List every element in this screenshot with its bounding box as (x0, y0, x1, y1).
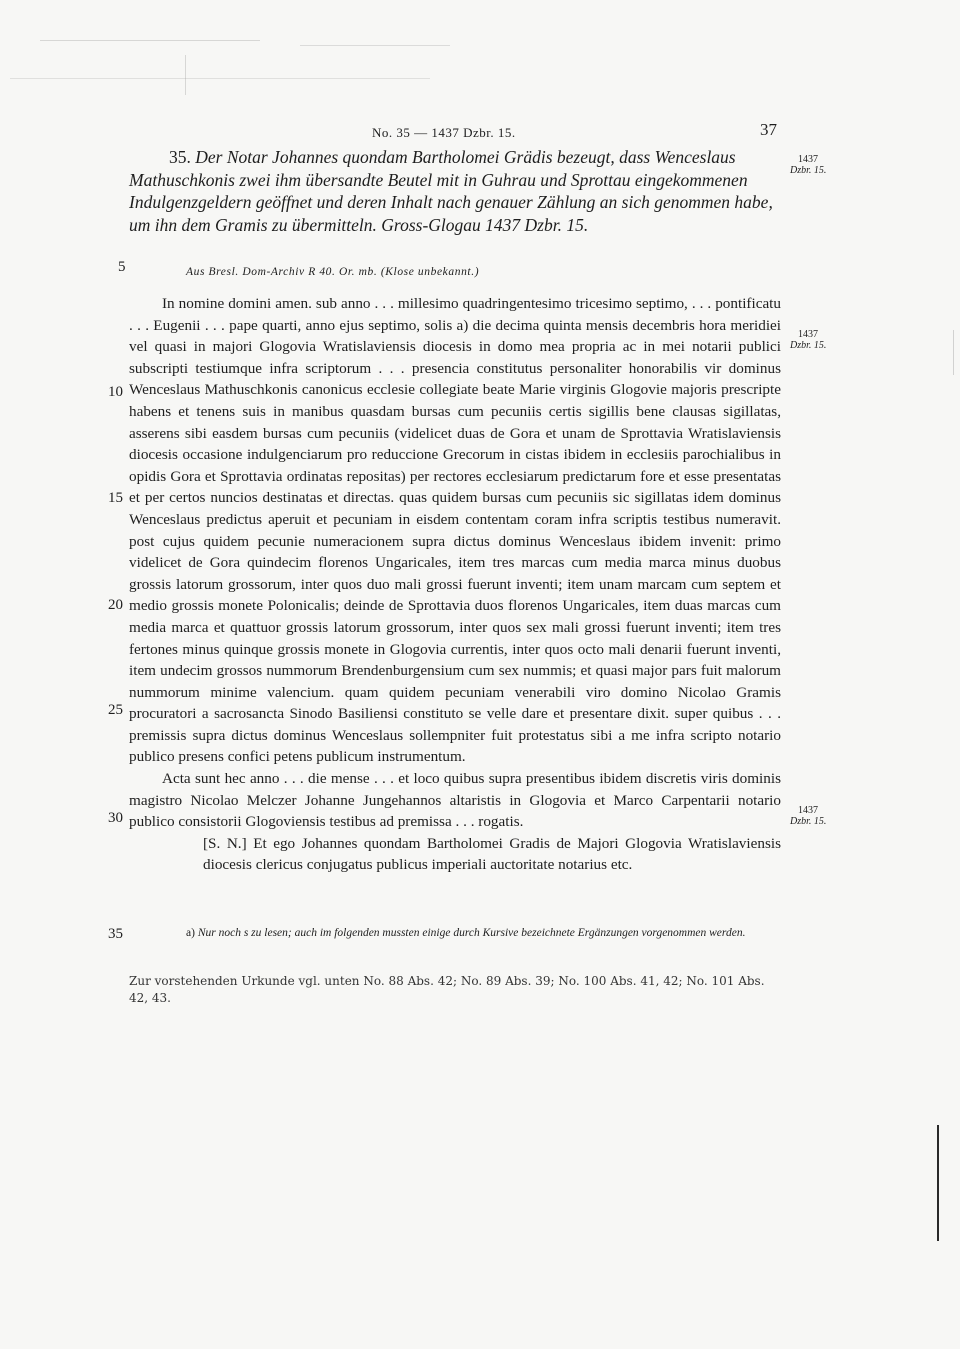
running-title: No. 35 — 1437 Dzbr. 15. (372, 125, 516, 140)
line-number: 10 (108, 384, 123, 400)
margin-date-note (790, 329, 826, 351)
charter-text (129, 293, 781, 876)
footnote-text: Nur noch s zu lesen; auch im folgenden mussten einige durch Kursive bezeichnete Ergänzungen vorgenommen werden. (197, 927, 746, 939)
line-number: 35 (108, 926, 123, 942)
margin-date-note (790, 154, 826, 176)
scan-speck (953, 330, 954, 375)
footnote-mark: a) (186, 927, 195, 939)
document-number: 35. (169, 147, 191, 167)
footnote (186, 925, 782, 942)
notary-subscription: [S. N.] Et ego Johannes quondam Bartholomei Gradis de Majori Glogovia Wratislaviensis diocesis clericus conjugatus publicus imperiali auctoritate notarius etc. (203, 834, 781, 874)
document-summary (129, 146, 781, 236)
scan-speck (10, 78, 430, 79)
line-number: 25 (108, 702, 123, 718)
margin-year: 1437 (798, 329, 818, 340)
source-citation: Aus Bresl. Dom-Archiv R 40. Or. mb. (Klose unbekannt.) (186, 266, 480, 278)
summary-line: Mathuschkonis zwei ihm übersandte Beutel mit in Guhrau und Sprottau eingekommenen (129, 169, 748, 190)
margin-year: 1437 (798, 805, 818, 816)
line-number: 5 (118, 259, 126, 275)
place-date: Gross-Glogau 1437 Dzbr. 15. (381, 214, 589, 235)
margin-date: Dzbr. 15. (790, 816, 827, 827)
scan-edge-mark (937, 1125, 939, 1241)
summary-line: Indulgenzgeldern geöffnet und deren Inhalt nach genauer Zählung an sich genommen habe, (129, 192, 773, 213)
cross-reference: Zur vorstehenden Urkunde vgl. unten No. 88 Abs. 42; No. 89 Abs. 39; No. 100 Abs. 41, 42; No. 101 Abs. 42, 43. (129, 974, 765, 1005)
line-number: 30 (108, 810, 123, 826)
charter-paragraph: In nomine domini amen. sub anno . . . millesimo quadringentesimo tricesimo septimo, . . . pontificatu . . . Eugenii . . . pape quarti, anno ejus septimo, solis a) die decima quinta mensis decembris hora meridiei vel quasi in majori Glogovia Wratislaviensis diocesis in domo mea propria ac in mei notarii publici subscripti testiumque infra scriptorum . . . presencia constitutus personaliter honorabilis vir dominus Wenceslaus Mathuschkonis canonicus ecclesie collegiate beate Marie virginis Glogovie majoris prescripte habens et tenens suis in manibus quasdam bursas cum pecuniis certis sigillis bene clausas sigillatas, asserens sibi easdem bursas cum pecuniis (videlicet duas de Gora et unam de Sprottavia Wratislaviensis diocesis occasione indulgenciarum pro reduccione Grecorum in cistas ibidem in ecclesiis parochialibus in opidis Gora et Sprottavia ordinatas repositas) per rectores ecclesiarum predictarum fore et esse presentatas et per certos nuncios destinatas et directas. quas quidem bursas cum pecuniis sic sigillatas idem dominus Wenceslaus predictus aperuit et pecuniam in eisdem contentam coram infra scriptis testibus numeravit. post cujus quidem pecunie numeracionem supra dictus dominus Wenceslaus ibidem invenit: primo videlicet de Gora quindecim florenos Ungaricales, item tres marcas cum media marca minus duobus grossis latorum grossorum, inter quos duo mali grossi fuerunt inventi; item unam marcam cum septem et medio grossis monete Polonicalis; deinde de Sprottavia duos florenos Ungaricales, item duas marcas cum media marca et quattuor grossis latorum grossorum, inter quos sex mali grossi fuerunt inventi; item tres fertones minus quinque grossis monete in Glogovia currentis, inter quos octo mali denarii fuerunt inventi, item undecim grossos nummorum Brendenburgensium cum sex nummis; et quasi major pars fuit malorum nummorum minime valencium. quam quidem pecuniam venerabili viro domino Nicolao Gramis procuratori a sacrosancta Sinodo Basiliensi constituto se velle dare et presentare dixit. super quibus . . . premissis supra dictus dominus Wenceslaus sollempniter fuit protestatus sibi a me infra scripto notario publico presens confici petens publicum instrumentum. (129, 295, 781, 766)
scan-speck (40, 40, 260, 41)
summary-line: Der Notar Johannes quondam Bartholomei Grädis bezeugt, dass Wenceslaus (195, 147, 736, 167)
scan-speck (300, 45, 450, 46)
charter-paragraph: Acta sunt hec anno . . . die mense . . . et loco quibus supra presentibus ibidem discretis viris dominis magistro Nicolao Melczer Johanne Jungehannos altaristis in Glogovia et Marco Carpentarii notario publico consistorii Glogoviensis testibus ad premissa . . . rogatis. (129, 770, 781, 831)
scan-speck (185, 55, 186, 95)
margin-year: 1437 (798, 154, 818, 165)
line-number: 15 (108, 490, 123, 506)
margin-date: Dzbr. 15. (790, 165, 827, 176)
margin-date-note (790, 805, 826, 827)
line-number: 20 (108, 597, 123, 613)
page-number: 37 (760, 120, 777, 139)
margin-date: Dzbr. 15. (790, 340, 827, 351)
summary-line: um ihn dem Gramis zu übermitteln. (129, 214, 377, 235)
